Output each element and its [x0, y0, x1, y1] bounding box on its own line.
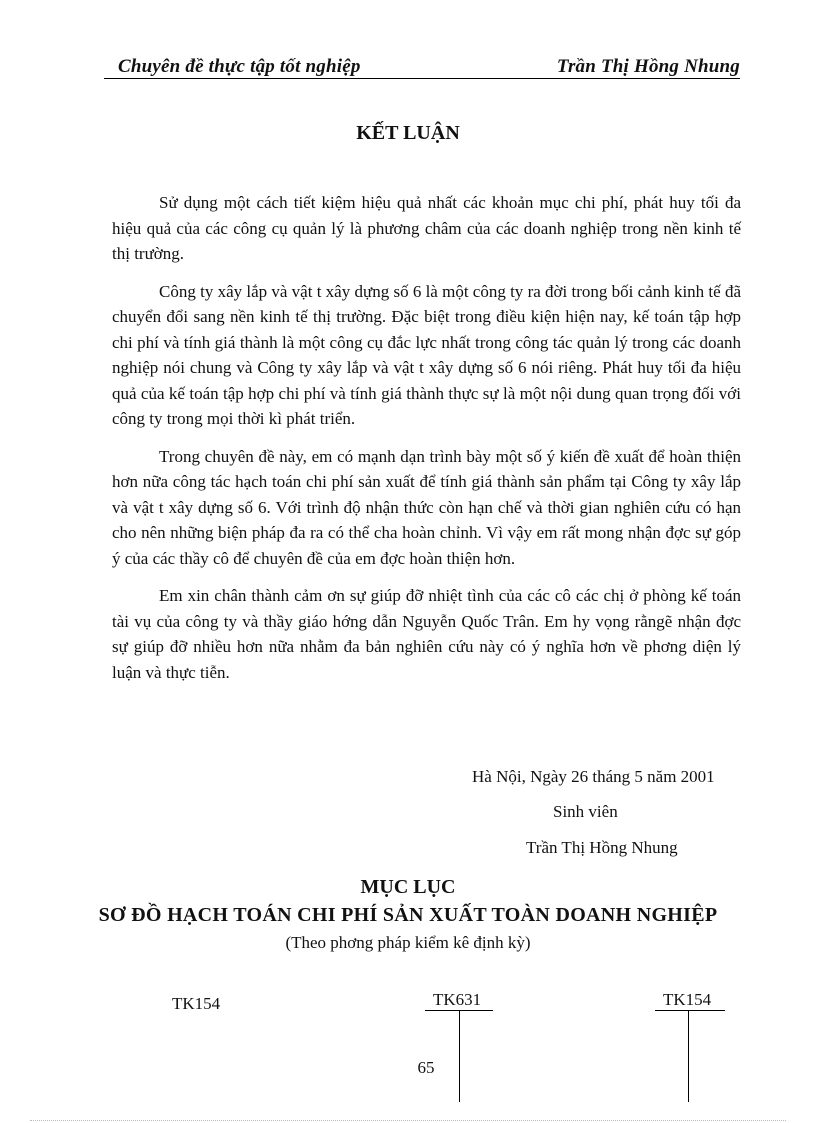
t-account-stem-tk154: [688, 1010, 689, 1102]
page-bottom-rule: [30, 1120, 786, 1121]
page-number: 65: [417, 1058, 435, 1077]
toc-heading: MỤC LỤC: [360, 876, 456, 898]
t-account-stem-tk631: [459, 1010, 460, 1102]
paragraph-3: Trong chuyên đề này, em có mạnh dạn trình bày một số ý kiến đề xuất để hoàn thiện hơn nữa công tác hạch toán chi phí sản xuất để tính giá thành sản phẩm tại Công ty xây lắp và vật t xây dựng số 6. Với trình độ nhận thức còn hạn chế và thời gian nghiên cứu có hạn cho nên những biện pháp đa ra có thể cha hoàn chỉnh. Vì vậy em rất mong nhận đợc sự góp ý của các thầy cô để chuyên đề của em đợc hoàn thiện hơn.: [112, 446, 741, 568]
conclusion-body: [112, 190, 741, 697]
paragraph-1: Sử dụng một cách tiết kiệm hiệu quả nhất các khoản mục chi phí, phát huy tối đa hiệu quả của các công cụ quản lý là phương châm của các doanh nghiệp trong nền kinh tế thị trường.: [112, 193, 741, 263]
section-title: KẾT LUẬN: [356, 122, 460, 144]
header-document-type: Chuyên đề thực tập tốt nghiệp: [118, 56, 361, 77]
account-label-tk154-left: TK154: [172, 994, 221, 1013]
header-rule: [104, 78, 740, 79]
page-header: [104, 52, 740, 78]
account-label-tk631: TK631: [433, 990, 482, 1009]
diagram-subtitle: (Theo phơng pháp kiểm kê định kỳ): [285, 933, 531, 952]
paragraph-4: Em xin chân thành cảm ơn sự giúp đỡ nhiệt tình của các cô các chị ở phòng kế toán tài vụ của công ty và thầy giáo hớng dẫn Nguyễn Quốc Trân. Em hy vọng rằngẽ nhận đợc sự giúp đỡ nhiều hơn nữa nhằm đa bản nghiên cứu này có ý nghĩa hơn về phơng diện lý luận và thực tiễn.: [112, 586, 741, 682]
signature-date: Hà Nội, Ngày 26 tháng 5 năm 2001: [472, 767, 715, 786]
t-account-top-line-tk154: [655, 1010, 725, 1011]
account-label-tk154-right: TK154: [663, 990, 712, 1009]
diagram-title: SƠ ĐỒ HẠCH TOÁN CHI PHÍ SẢN XUẤT TOÀN DOANH NGHIỆP: [98, 904, 718, 926]
paragraph-2: Công ty xây lắp và vật t xây dựng số 6 là một công ty ra đời trong bối cảnh kinh tế đã chuyển đổi sang nền kinh tế thị trường. Đặc biệt trong điều kiện hiện nay, kế toán tập hợp chi phí và tính giá thành là một công cụ đắc lực nhất trong công tác quản lý trong các doanh nghiệp nói chung và Công ty xây lắp và vật t xây dựng số 6 nói riêng. Phát huy tối đa hiệu quả của kế toán tập hợp chi phí và tính giá thành thực sự là một nội dung quan trọng đối với công ty trong mọi thời kì phát triển.: [112, 281, 741, 428]
signature-name: Trần Thị Hồng Nhung: [526, 838, 678, 857]
header-author: Trần Thị Hồng Nhung: [556, 56, 740, 77]
signature-role: Sinh viên: [553, 802, 618, 821]
